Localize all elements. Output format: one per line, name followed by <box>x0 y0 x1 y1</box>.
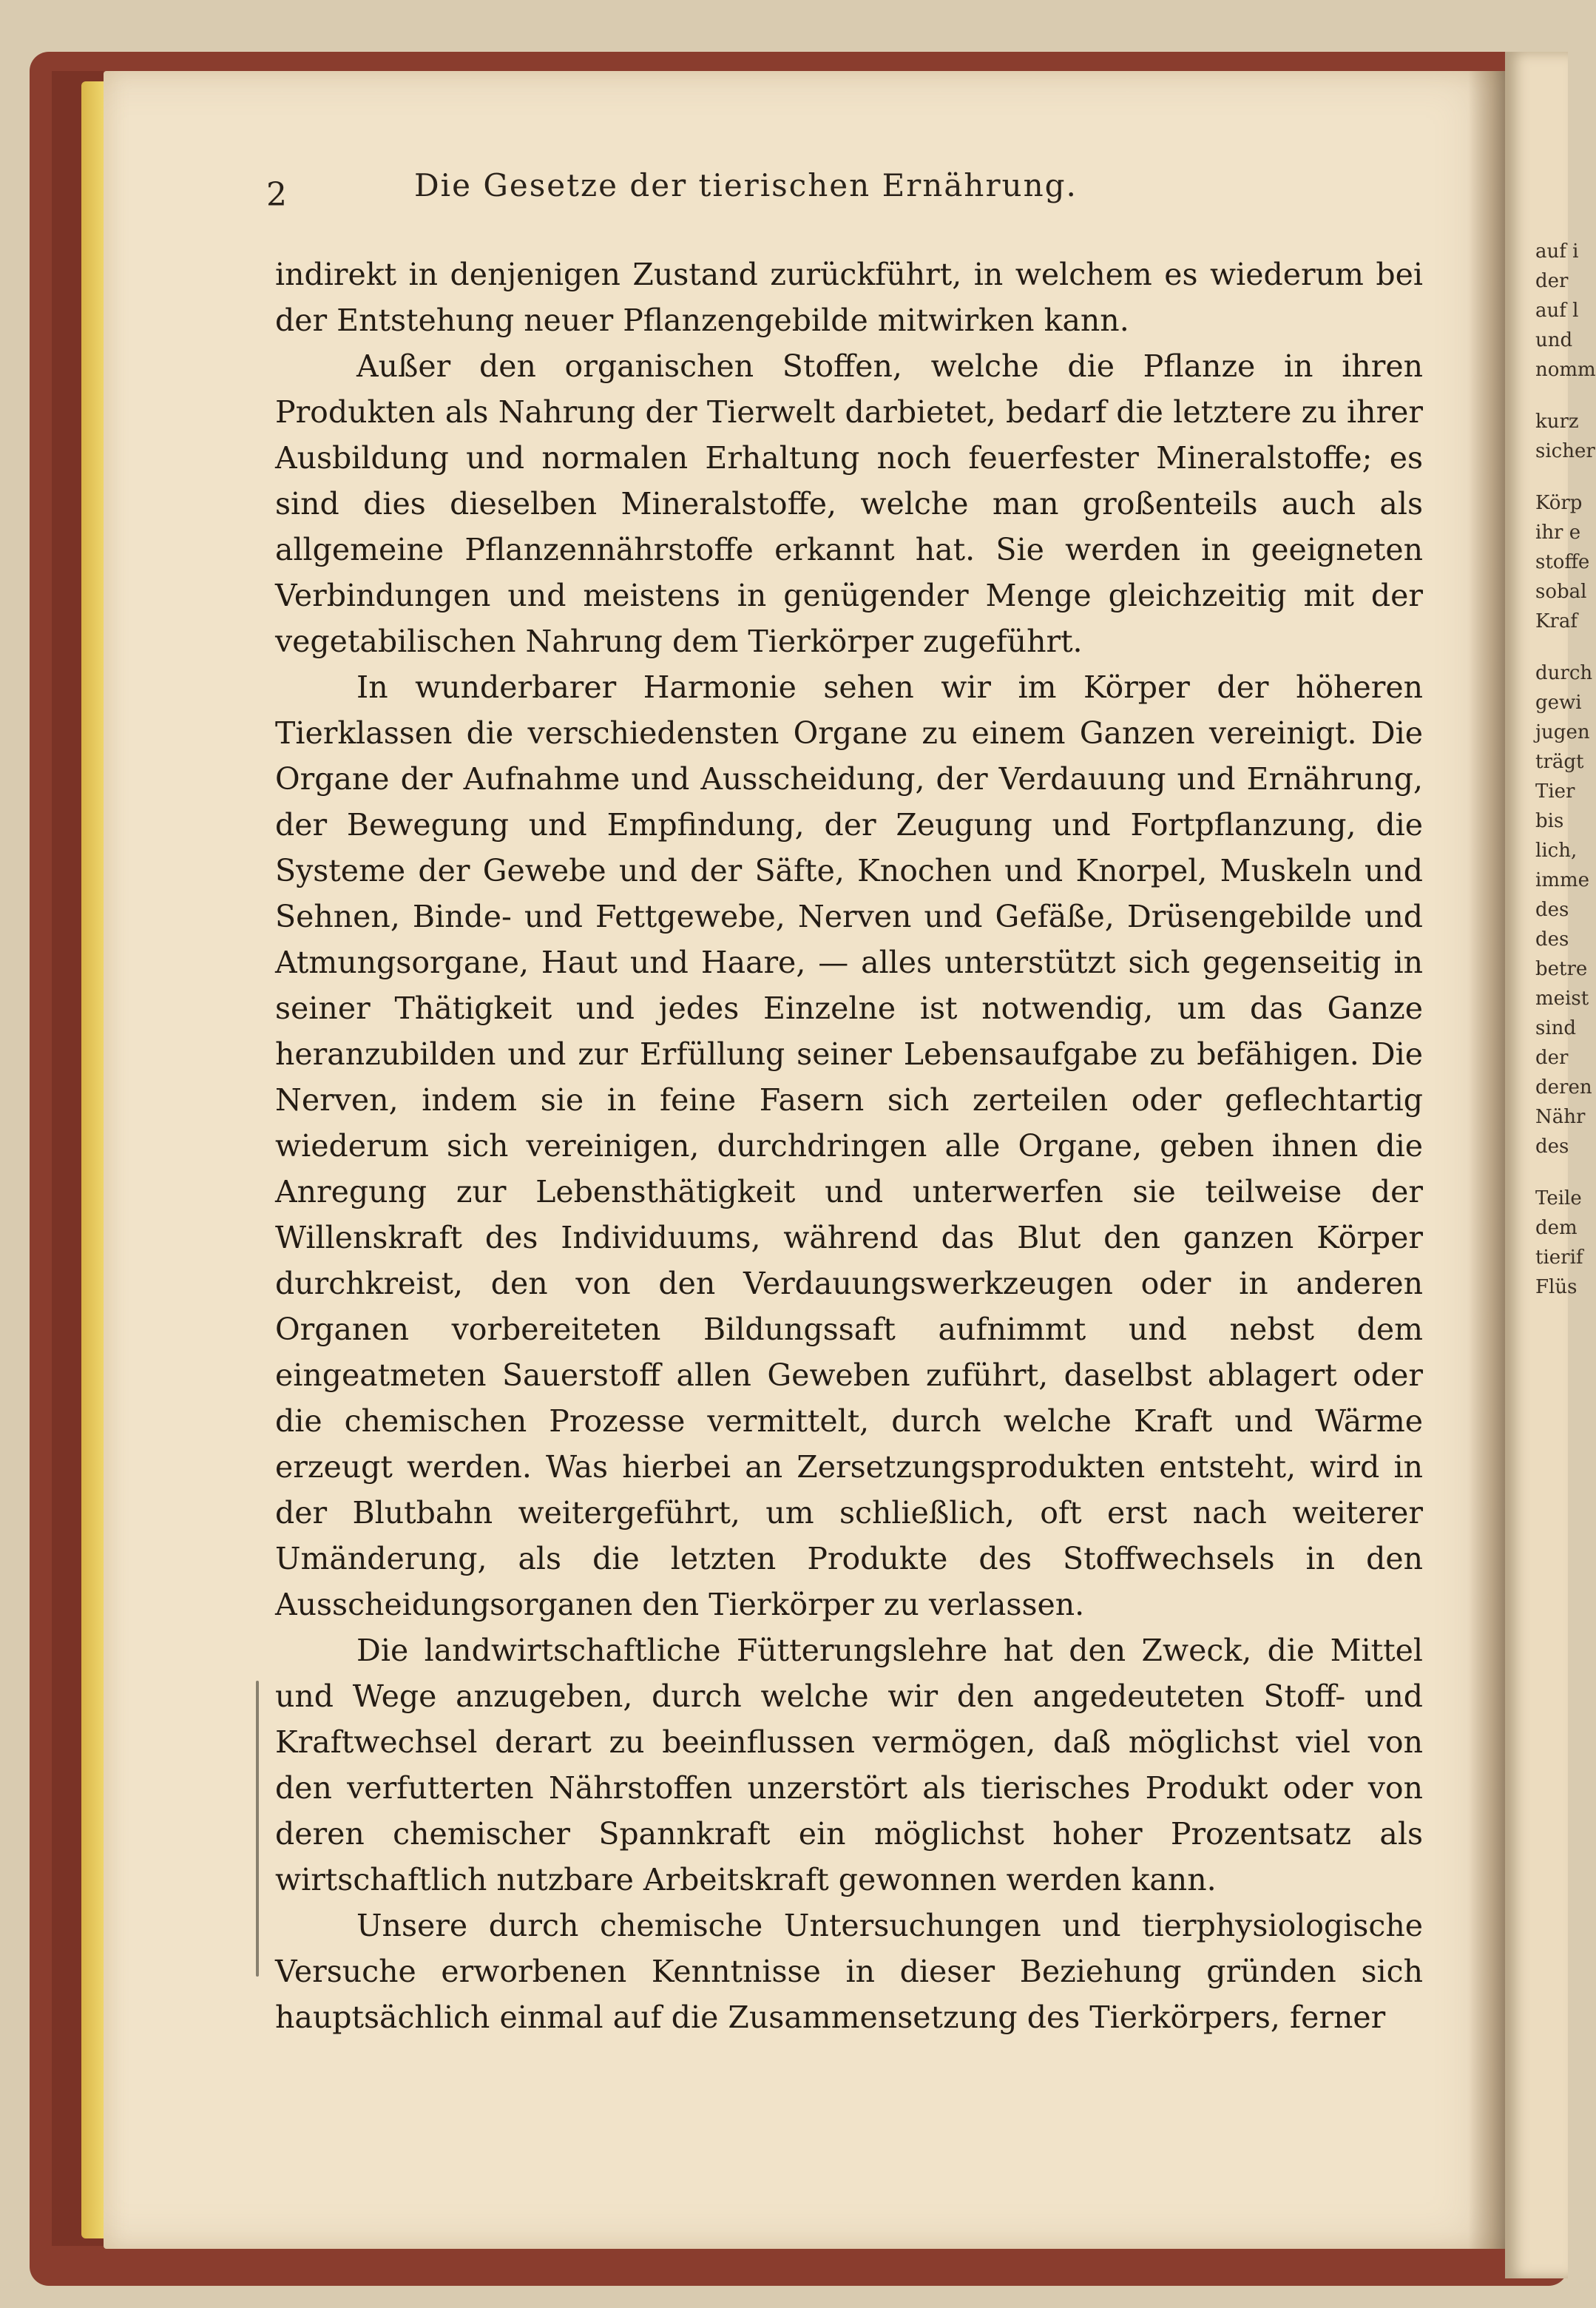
page-number: 2 <box>266 176 288 214</box>
facing-fragment: bis <box>1535 810 1564 832</box>
facing-fragment: Kraf <box>1535 610 1578 632</box>
facing-fragment: und <box>1535 329 1573 351</box>
facing-fragment: lich, <box>1535 840 1578 862</box>
facing-fragment: meist <box>1535 988 1589 1010</box>
facing-fragment: jugen <box>1535 721 1590 743</box>
facing-fragment: sobal <box>1535 581 1587 603</box>
body-text <box>275 252 1423 2040</box>
facing-fragment: stoffe <box>1535 551 1590 573</box>
facing-fragment: kurz <box>1535 411 1579 433</box>
paragraph: Unsere durch chemische Untersuchungen und tierphysiologische Versuche erworbenen Kenntnisse in dieser Beziehung gründen sich hauptsächlich einmal auf die Zusammensetzung des Tierkörpers, ferner <box>275 1908 1423 2035</box>
facing-fragment: Nähr <box>1535 1106 1586 1128</box>
facing-fragment: der <box>1535 270 1569 292</box>
facing-fragment: tierif <box>1535 1246 1583 1269</box>
facing-fragment: Teile <box>1535 1187 1582 1209</box>
paragraph: In wunderbarer Harmonie sehen wir im Körper der höheren Tierklassen die verschiedensten Organe zu einem Ganzen vereinigt. Die Organe der Aufnahme und Ausscheidung, der Verdauung und Ernährung, der Bewegung und Empfindung, der Zeugung und Fortpflanzung, die Systeme der Gewebe und der Säfte, Knochen und Knorpel, Muskeln und Sehnen, Binde- und Fettgewebe, Nerven und Gefäße, Drüsengebilde und Atmungsorgane, Haut und Haare, — alles unterstützt sich gegenseitig in seiner Thätigkeit und jedes Einzelne ist notwendig, um das Ganze heranzubilden und zur Erfüllung seiner Lebensaufgabe zu befähigen. Die Nerven, indem sie in feine Fasern sich zerteilen oder geflechtartig wiederum sich vereinigen, durchdringen alle Organe, geben ihnen die Anregung zur Lebensthätigkeit und unterwerfen sie teilweise der Willenskraft des Individuums, während das Blut den ganzen Körper durchkreist, den von den Verdauungswerkzeugen oder in anderen Organen vorbereiteten Bildungssaft aufnimmt und nebst dem eingeatmeten Sauerstoff allen Geweben zuführt, daselbst ablagert oder die chemischen Prozesse vermittelt, durch welche Kraft und Wärme erzeugt werden. Was hierbei an Zersetzungsprodukten entsteht, wird in der Blutbahn weitergeführt, um schließlich, oft erst nach weiterer Umänderung, als die letzten Produkte des Stoffwechsels in den Ausscheidungsorganen den Tierkörper zu verlassen. <box>275 669 1423 1622</box>
facing-fragment: sind <box>1535 1017 1577 1039</box>
paragraph: Außer den organischen Stoffen, welche die Pflanze in ihren Produkten als Nahrung der Tierwelt darbietet, bedarf die letztere zu ihrer Ausbildung und normalen Erhaltung noch feuerfester Mineralstoffe; es sind dies dieselben Mineralstoffe, welche man großenteils auch als allgemeine Pflanzennährstoffe erkannt hat. Sie werden in geeigneten Verbindungen und meistens in genügender Menge gleichzeitig mit der vegetabilischen Nahrung dem Tierkörper zugeführt. <box>275 348 1423 659</box>
facing-fragment: auf l <box>1535 300 1579 322</box>
facing-fragment: auf i <box>1535 240 1579 263</box>
running-head: Die Gesetze der tierischen Ernährung. <box>414 167 1078 203</box>
facing-fragment: gewi <box>1535 692 1582 714</box>
facing-fragment: Tier <box>1535 780 1575 803</box>
facing-fragment: dem <box>1535 1217 1578 1239</box>
facing-fragment: deren <box>1535 1076 1592 1099</box>
facing-fragment: der <box>1535 1047 1569 1069</box>
facing-fragment: des <box>1535 899 1569 921</box>
paragraph: indirekt in denjenigen Zustand zurückführt, in welchem es wiederum bei der Entstehung neuer Pflanzengebilde mitwirken kann. <box>275 257 1423 338</box>
facing-fragment: des <box>1535 928 1569 951</box>
facing-fragment: trägt <box>1535 751 1584 773</box>
facing-fragment: imme <box>1535 869 1590 891</box>
facing-fragment: ihr e <box>1535 522 1581 544</box>
facing-page-text <box>1535 237 1596 2308</box>
facing-fragment: durch <box>1535 662 1593 684</box>
margin-pencil-mark <box>256 1681 259 1977</box>
facing-fragment: nomm <box>1535 359 1596 381</box>
paragraph: Die landwirtschaftliche Fütterungslehre hat den Zweck, die Mittel und Wege anzugeben, durch welche wir den angedeuteten Stoff- und Kraftwechsel derart zu beeinflussen vermögen, daß möglichst viel von den verfutterten Nährstoffen unzerstört als tierisches Produkt oder von deren chemischer Spannkraft ein möglichst hoher Prozentsatz als wirtschaftlich nutzbare Arbeitskraft gewonnen werden kann. <box>275 1633 1423 1897</box>
facing-fragment: betre <box>1535 958 1588 980</box>
facing-fragment: Körp <box>1535 492 1583 514</box>
facing-fragment: sicher <box>1535 440 1595 462</box>
facing-fragment: des <box>1535 1136 1569 1158</box>
facing-fragment: Flüs <box>1535 1276 1578 1298</box>
